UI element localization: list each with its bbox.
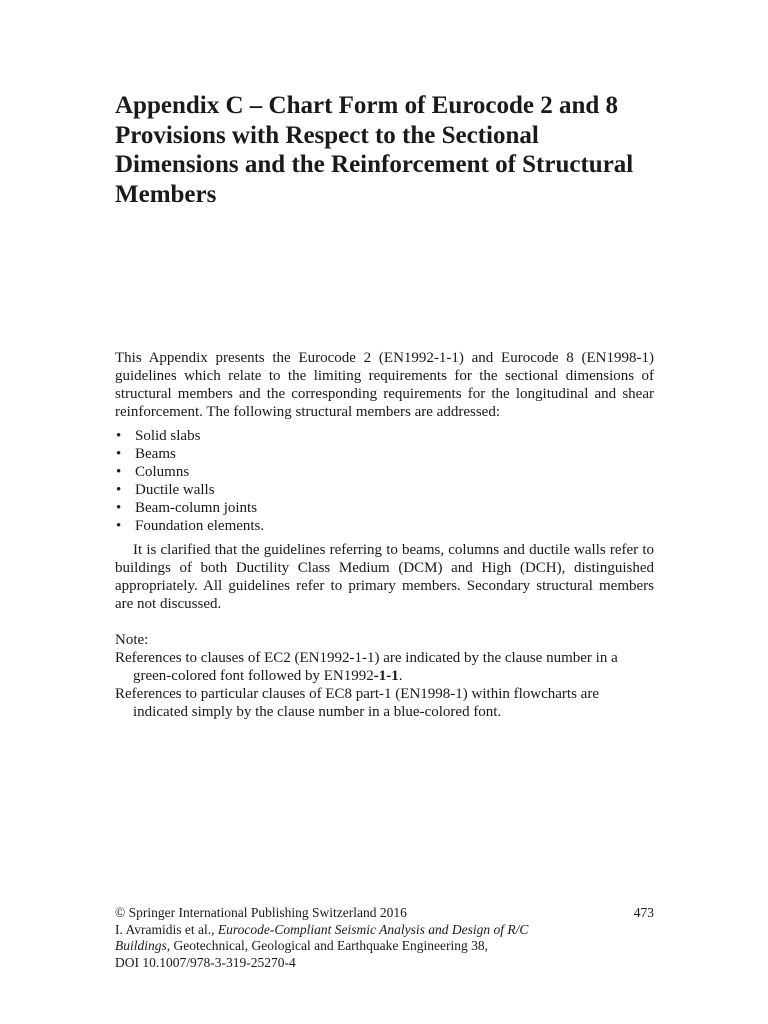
list-item: • Solid slabs [115, 427, 654, 445]
note-item-ec2-end: . [398, 668, 403, 684]
member-list [115, 427, 654, 535]
title-line-2: Provisions with Respect to the Sectional [115, 121, 539, 149]
note-item-ec2-bold: -1-1 [373, 668, 399, 684]
list-item: • Beams [115, 445, 654, 463]
list-item: • Columns [115, 463, 654, 481]
citation-series: , Geotechnical, Geological and Earthquake Engineering 38, [166, 938, 489, 953]
page-footer [115, 905, 654, 971]
doi: DOI 10.1007/978-3-319-25270-4 [115, 954, 296, 970]
list-item: • Ductile walls [115, 481, 654, 499]
citation-book-title-b: Buildings [115, 938, 167, 953]
citation [115, 922, 654, 955]
copyright-notice: © Springer International Publishing Switzerland 2016 [115, 905, 407, 920]
note-label: Note: [115, 632, 149, 648]
title-line-3: Dimensions and the Reinforcement of Structural [115, 151, 634, 178]
list-item: • Beam-column joints [115, 499, 654, 517]
note-item-ec2-text: References to clauses of EC2 (EN1992-1-1) are indicated by the clause number in a green-colored font followed by EN1992 [115, 650, 618, 684]
body-text [115, 349, 654, 721]
note-item-ec2 [115, 649, 654, 685]
title-line-4: Members [115, 180, 217, 208]
page-title [115, 91, 675, 209]
intro-paragraph: This Appendix presents the Eurocode 2 (EN1992-1-1) and Eurocode 8 (EN1998-1) guidelines which relate to the limiting requirements for the sectional dimensions of structural members and the corresponding requirements for the longitudinal and shear reinforcement. The following structural members are addressed: [115, 350, 654, 420]
clarification-paragraph: It is clarified that the guidelines referring to beams, columns and ductile walls refer to buildings of both Ductility Class Medium (DCM) and High (DCH), distinguished appropriately. All guidelines refer to primary members. Secondary structural members are not discussed. [115, 542, 654, 612]
list-item: • Foundation elements. [115, 517, 654, 535]
citation-authors: I. Avramidis et al., [115, 921, 218, 937]
page-number: 473 [633, 905, 654, 920]
title-line-1: Appendix C – Chart Form of Eurocode 2 and 8 [115, 92, 619, 119]
citation-book-title-a: Eurocode-Compliant Seismic Analysis and Design of R/C [217, 921, 529, 937]
note-item-ec8: References to particular clauses of EC8 part-1 (EN1998-1) within flowcharts are indicated simply by the clause number in a blue-colored font. [115, 686, 599, 720]
